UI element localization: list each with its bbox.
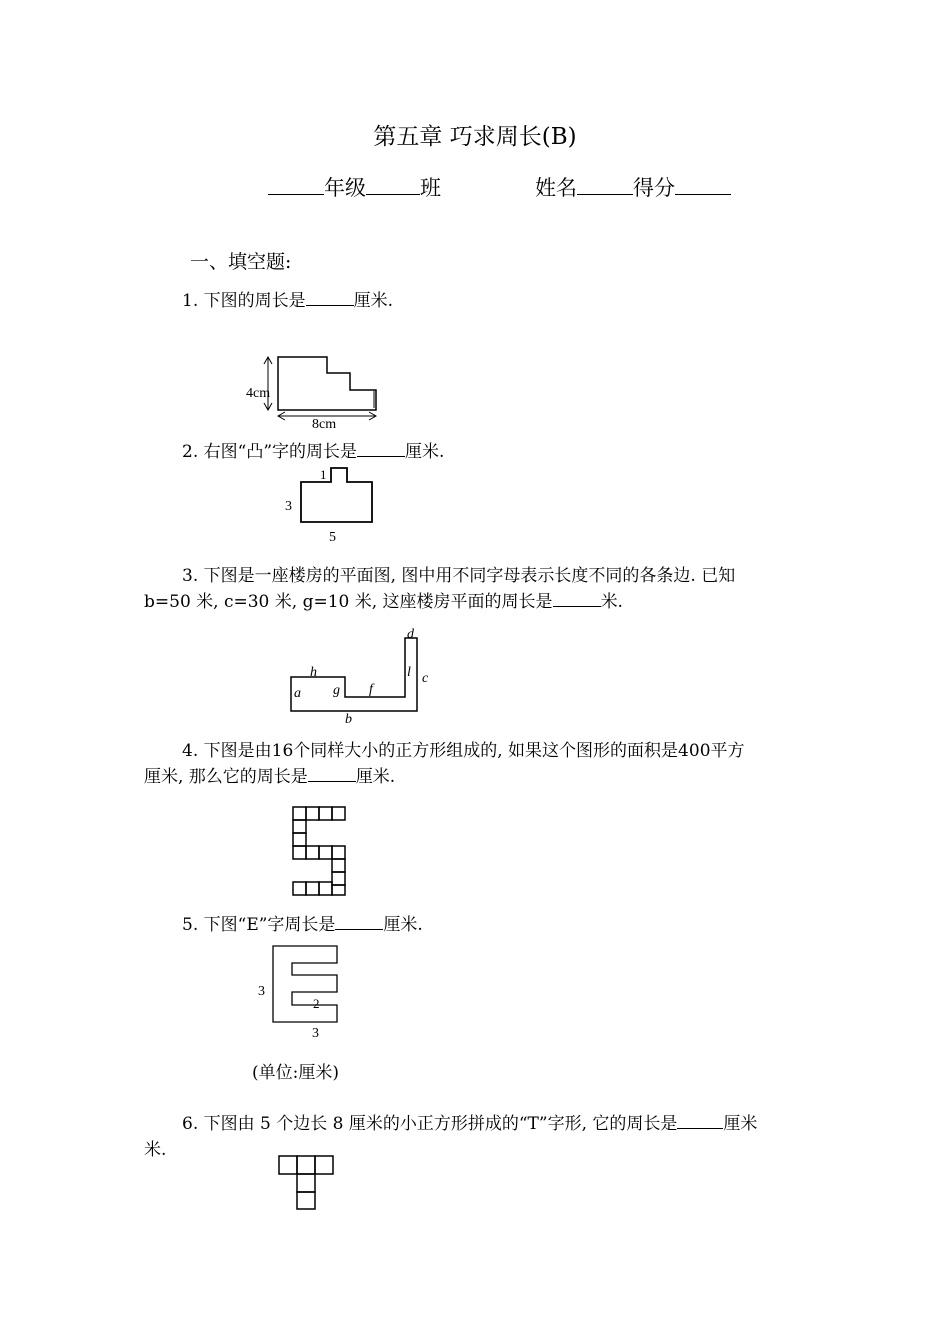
class-blank[interactable]	[366, 194, 420, 195]
header-line	[268, 172, 441, 202]
q1-unit: 厘米.	[353, 291, 394, 311]
q3-label-g: g	[333, 683, 340, 698]
q3-label-f: f	[369, 682, 373, 697]
section-heading: 一、填空题:	[190, 251, 292, 273]
q1-figure	[240, 350, 390, 435]
question-3-line2	[144, 589, 623, 615]
q1-answer-blank[interactable]	[306, 305, 354, 306]
page-title: 第五章 巧求周长(B)	[373, 124, 577, 150]
q4-figure	[290, 804, 350, 899]
q1-text: 1. 下图的周长是	[182, 291, 306, 311]
q5-width-label: 3	[312, 1026, 319, 1041]
score-blank[interactable]	[675, 194, 731, 195]
q6-answer-blank[interactable]	[677, 1128, 723, 1129]
q5-text: 5. 下图“E”字周长是	[182, 915, 336, 935]
q2-top-label: 1	[320, 467, 327, 482]
q3-label-c: c	[422, 671, 429, 686]
question-6-line1	[182, 1111, 757, 1137]
q2-figure	[280, 462, 380, 547]
q2-width-label: 5	[329, 530, 336, 545]
grade-blank[interactable]	[268, 194, 324, 195]
q2-unit: 厘米.	[405, 442, 445, 462]
q3-label-l: l	[407, 665, 411, 680]
q5-unit: 厘米.	[383, 915, 423, 935]
q3-label-a: a	[294, 686, 301, 701]
q3-label-b: b	[345, 712, 352, 727]
q6-figure	[276, 1152, 336, 1214]
q4-unit: 厘米.	[355, 767, 396, 787]
q4-text: 厘米, 那么它的周长是	[144, 767, 308, 787]
question-3-line1: 3. 下图是一座楼房的平面图, 图中用不同字母表示长度不同的各条边. 已知	[182, 566, 736, 586]
q3-text: b=50 米, c=30 米, g=10 米, 这座楼房平面的周长是	[144, 592, 553, 612]
question-1	[182, 288, 393, 314]
score-label: 得分	[633, 176, 675, 200]
q5-answer-blank[interactable]	[335, 929, 383, 930]
q3-label-d: d	[407, 627, 414, 642]
question-5	[182, 912, 423, 938]
question-6-line2: 米.	[144, 1140, 167, 1160]
q5-unit-note: (单位:厘米)	[252, 1063, 339, 1083]
question-4-line1: 4. 下图是由16个同样大小的正方形组成的, 如果这个图形的面积是400平方	[182, 741, 745, 761]
q1-height-label: 4cm	[246, 386, 271, 401]
q1-width-label: 8cm	[312, 417, 337, 432]
name-blank[interactable]	[577, 194, 633, 195]
q5-figure	[254, 942, 354, 1042]
q6-unit: 厘米	[723, 1114, 758, 1134]
q2-height-label: 3	[285, 499, 292, 514]
class-label: 班	[420, 176, 441, 200]
q3-label-h: h	[310, 665, 317, 680]
q4-answer-blank[interactable]	[308, 781, 356, 782]
name-label: 姓名	[535, 176, 577, 200]
q2-answer-blank[interactable]	[357, 456, 405, 457]
q3-answer-blank[interactable]	[553, 606, 601, 607]
grade-label: 年级	[324, 176, 366, 200]
q3-unit: 米.	[600, 592, 623, 612]
q6-text: 6. 下图由 5 个边长 8 厘米的小正方形拼成的“T”字形, 它的周长是	[182, 1114, 678, 1134]
q5-inner-label: 2	[313, 996, 320, 1011]
q3-figure	[286, 624, 436, 729]
q2-text: 2. 右图“凸”字的周长是	[182, 442, 358, 462]
question-4-line2	[144, 764, 395, 790]
q5-height-label: 3	[258, 984, 265, 999]
header-line-right	[535, 172, 731, 202]
